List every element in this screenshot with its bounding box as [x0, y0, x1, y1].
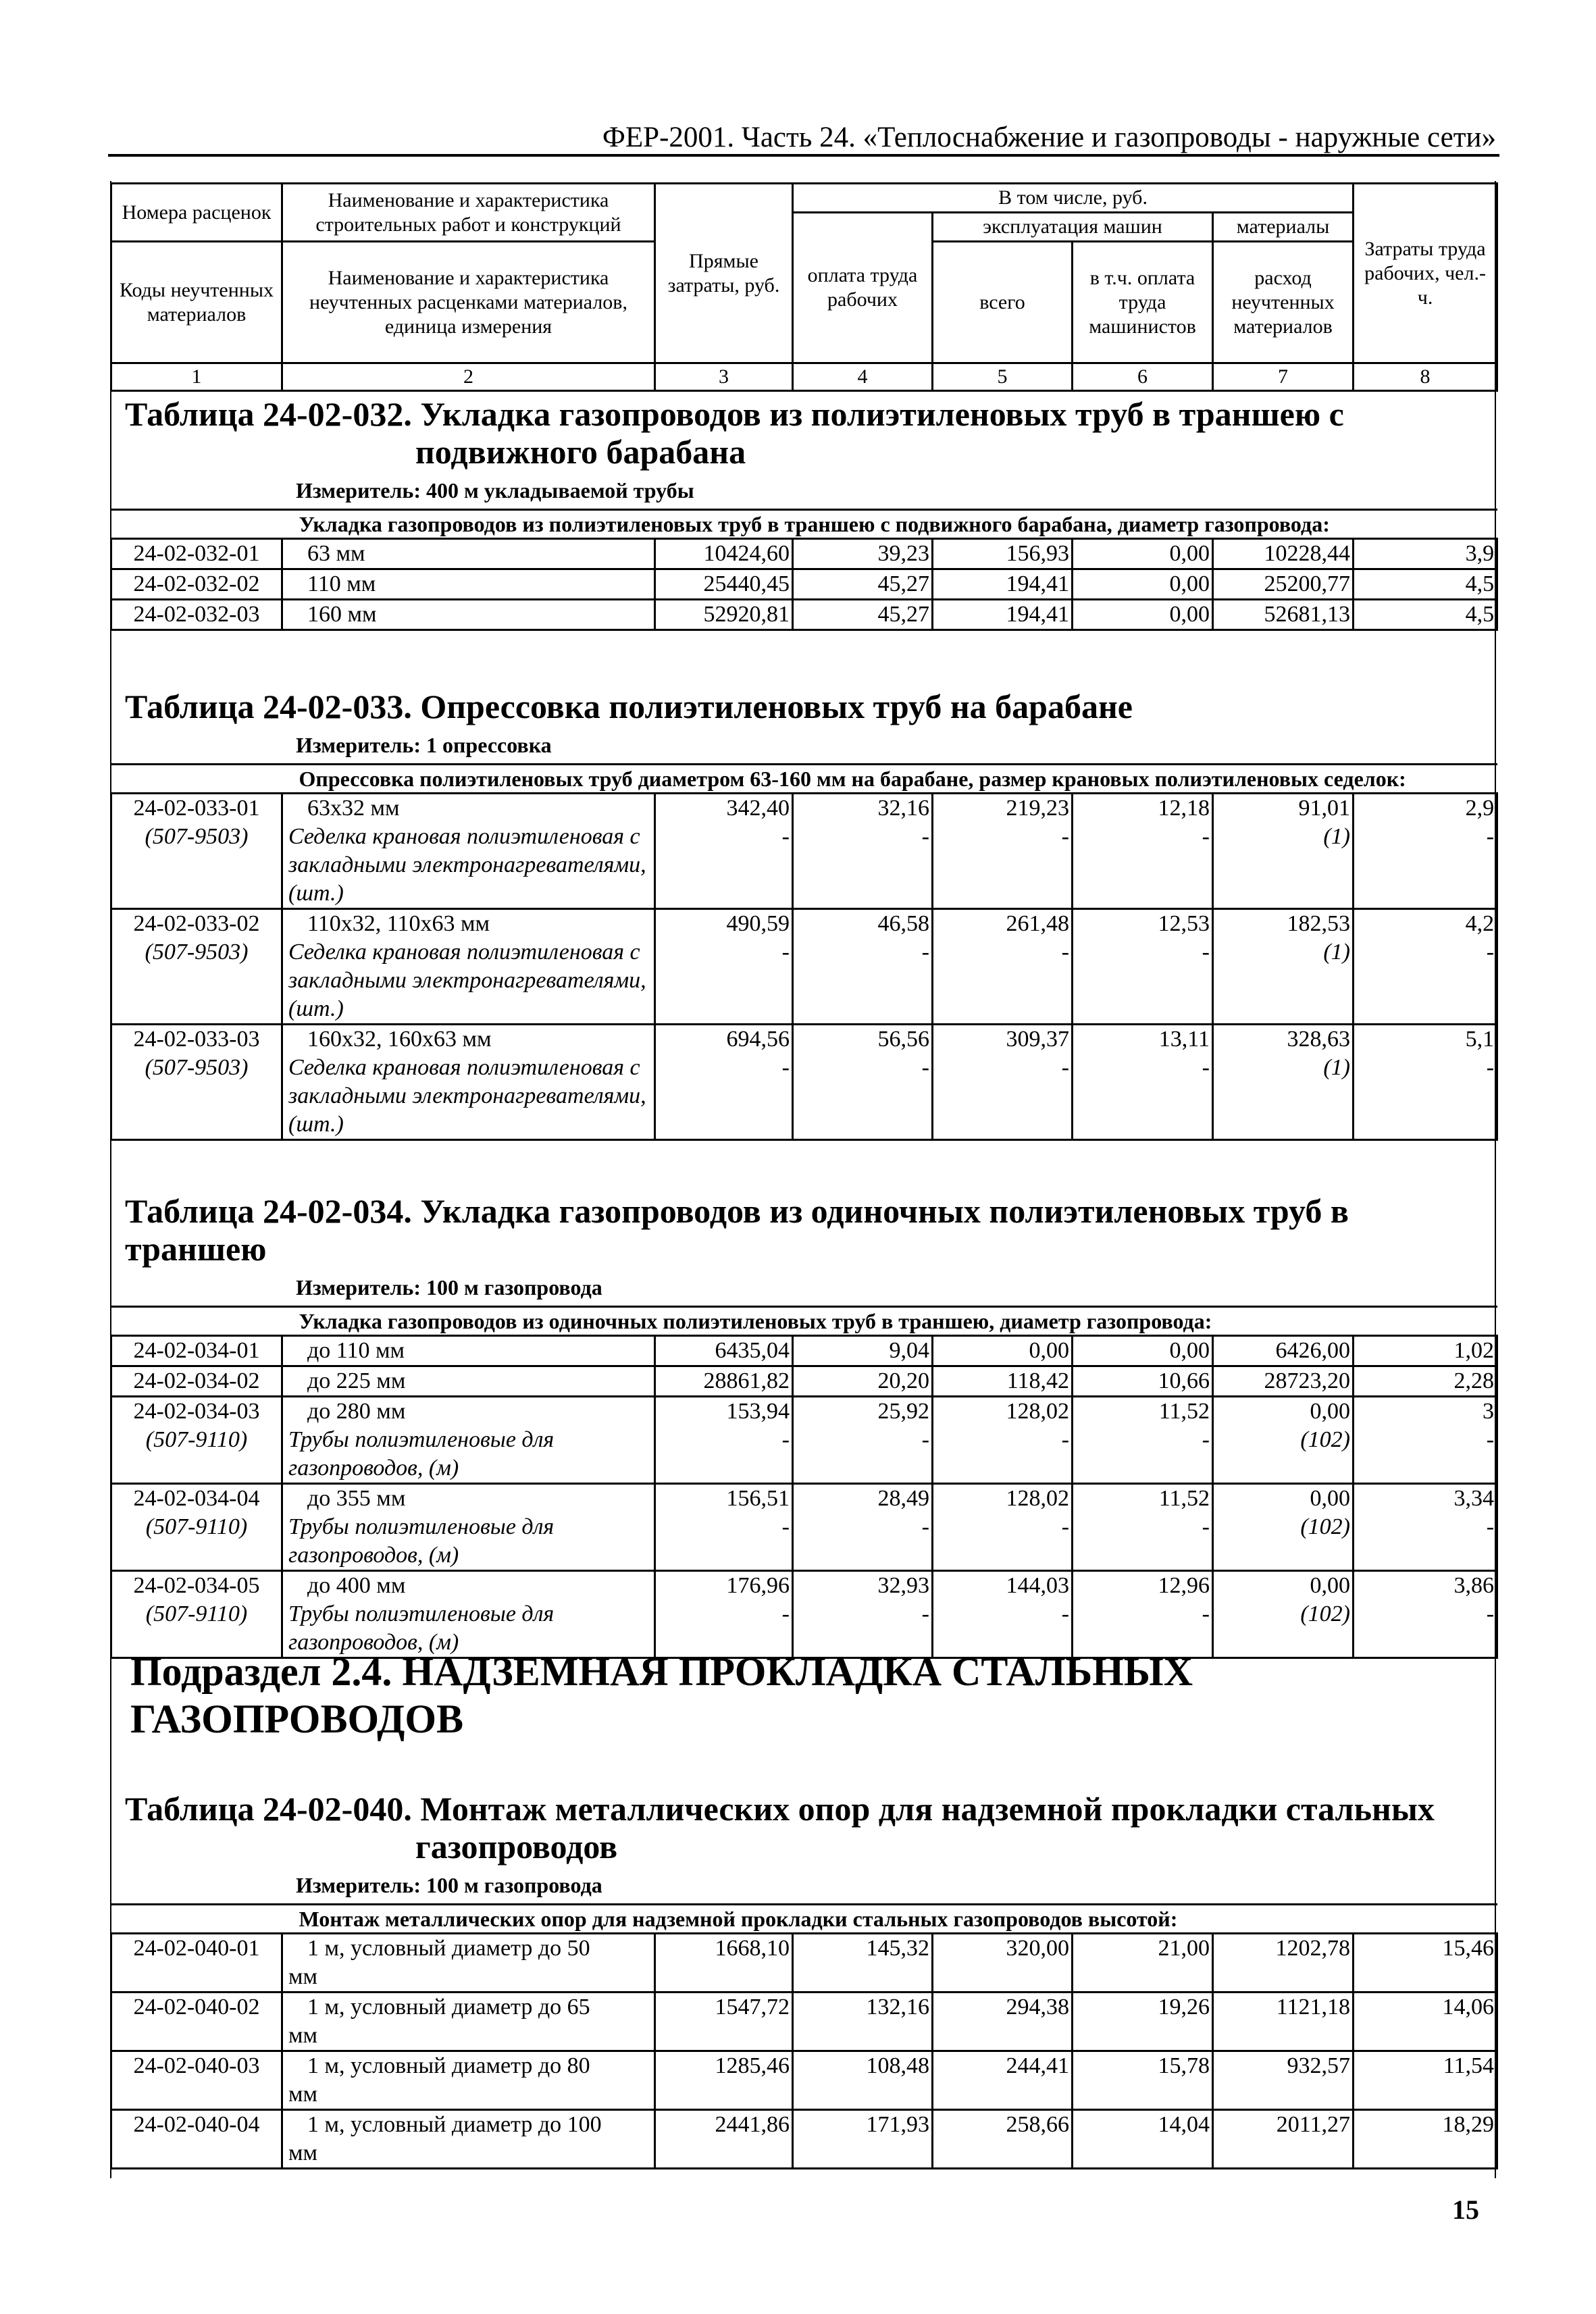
table-row: 24-02-034-03 (507-9110) до 280 мм Трубы полиэтиленовые для газопроводов, (м) 153,94 - 25,92 - 128,02 - 11,52 - 0,00 (102) 3 - [111, 1397, 1497, 1484]
header-materials: материалы [1213, 213, 1354, 242]
header-work-name: Наименование и характеристика строительных работ и конструкций [282, 184, 655, 242]
table-row: 24-02-034-04 (507-9110) до 355 мм Трубы полиэтиленовые для газопроводов, (м) 156,51 - 28,49 - 128,02 - 11,52 - 0,00 (102) 3,34 - [111, 1484, 1497, 1571]
table-row: 24-02-040-04 1 м, условный диаметр до 100 мм 2441,86 171,93 258,66 14,04 2011,27 18,29 [111, 2110, 1497, 2169]
header-worker-wages: оплата труда рабочих [793, 213, 933, 363]
col-number: 5 [933, 363, 1073, 391]
measure-unit: Измеритель: 1 опрессовка [296, 733, 552, 757]
col-number: 4 [793, 363, 933, 391]
table-24-02-034 [110, 1192, 1496, 1659]
col-number: 1 [111, 363, 282, 391]
table-row: 24-02-032-03 160 мм 52920,81 45,27 194,41 0,00 52681,13 4,5 [111, 600, 1497, 630]
table-row: 24-02-040-02 1 м, условный диаметр до 65 мм 1547,72 132,16 294,38 19,26 1121,18 14,06 [111, 1992, 1497, 2051]
header-machinist-wages: в т.ч. оплата труда машинистов [1073, 242, 1213, 363]
column-header-table [110, 182, 1498, 392]
table-24-02-040 [110, 1903, 1498, 2169]
table-24-02-032 [110, 395, 1496, 631]
table-title: Таблица 24-02-040. Монтаж металлических опор для надземной прокладки стальных газопроводов [125, 1790, 1435, 1866]
group-heading: Опрессовка полиэтиленовых труб диаметром 63-160 мм на барабане, размер крановых полиэтиленовых седелок: [111, 765, 1497, 794]
header-rule [108, 154, 1499, 157]
table-row: 24-02-032-02 110 мм 25440,45 45,27 194,41 0,00 25200,77 4,5 [111, 569, 1497, 600]
table-24-02-033 [110, 688, 1496, 1141]
table-title: Таблица 24-02-033. Опрессовка полиэтиленовых труб на барабане [125, 688, 1133, 725]
subsection-2-4 [110, 1648, 1496, 2169]
col-number: 3 [655, 363, 793, 391]
table-row: 24-02-034-05 (507-9110) до 400 мм Трубы полиэтиленовые для газопроводов, (м) 176,96 - 32,93 - 144,03 - 12,96 - 0,00 (102) 3,86 - [111, 1571, 1497, 1658]
table-row: 24-02-034-01 до 110 мм 6435,04 9,04 0,00 0,00 6426,00 1,02 [111, 1336, 1497, 1366]
table-row: 24-02-033-03 (507-9503) 160x32, 160x63 мм Седелка крановая полиэтиленовая с закладными электронагревателями, (шт.) 694,56 - 56,56 - 309,37 - 13,11 - 328,63 (1) 5,1 - [111, 1025, 1497, 1140]
measure-unit: Измеритель: 100 м газопровода [296, 1873, 602, 1897]
header-material-consumption: расход неучтенных материалов [1213, 242, 1354, 363]
table-row: 24-02-032-01 63 мм 10424,60 39,23 156,93 0,00 10228,44 3,9 [111, 539, 1497, 569]
subsection-heading: Подраздел 2.4. НАДЗЕМНАЯ ПРОКЛАДКА СТАЛЬНЫХ ГАЗОПРОВОДОВ [130, 1649, 1193, 1741]
table-row: 24-02-040-01 1 м, условный диаметр до 50 мм 1668,10 145,32 320,00 21,00 1202,78 15,46 [111, 1934, 1497, 1992]
table-row: 24-02-033-02 (507-9503) 110x32, 110x63 мм Седелка крановая полиэтиленовая с закладными электронагревателями, (шт.) 490,59 - 46,58 - 261,48 - 12,53 - 182,53 (1) 4,2 - [111, 909, 1497, 1025]
page-number: 15 [1452, 2194, 1479, 2225]
group-heading: Укладка газопроводов из одиночных полиэтиленовых труб в траншею, диаметр газопровода: [111, 1307, 1497, 1336]
table-title: Таблица 24-02-034. Укладка газопроводов из одиночных полиэтиленовых труб в траншею [125, 1192, 1349, 1268]
header-rate-numbers: Номера расценок [111, 184, 282, 242]
header-material-codes: Коды неучтенных материалов [111, 242, 282, 363]
group-heading: Монтаж металлических опор для надземной прокладки стальных газопроводов высотой: [111, 1905, 1497, 1934]
col-number: 8 [1354, 363, 1497, 391]
table-row: 24-02-034-02 до 225 мм 28861,82 20,20 118,42 10,66 28723,20 2,28 [111, 1366, 1497, 1397]
header-labor-hours: Затраты труда рабочих, чел.-ч. [1354, 184, 1497, 363]
group-heading: Укладка газопроводов из полиэтиленовых труб в траншею с подвижного барабана, диаметр газопровода: [111, 510, 1497, 539]
col-number: 2 [282, 363, 655, 391]
col-number: 7 [1213, 363, 1354, 391]
measure-unit: Измеритель: 400 м укладываемой трубы [296, 478, 694, 503]
measure-unit: Измеритель: 100 м газопровода [296, 1275, 602, 1300]
header-including: В том числе, руб. [793, 184, 1354, 213]
table-row: 24-02-033-01 (507-9503) 63x32 мм Седелка крановая полиэтиленовая с закладными электронагревателями, (шт.) 342,40 - 32,16 - 219,23 - 12,18 - 91,01 (1) 2,9 - [111, 794, 1497, 909]
header-machines-total: всего [933, 242, 1073, 363]
header-material-names: Наименование и характеристика неучтенных расценками материалов, единица измерения [282, 242, 655, 363]
table-title: Таблица 24-02-032. Укладка газопроводов из полиэтиленовых труб в траншею с подвижного барабана [125, 395, 1344, 471]
col-number: 6 [1073, 363, 1213, 391]
table-row: 24-02-040-03 1 м, условный диаметр до 80 мм 1285,46 108,48 244,41 15,78 932,57 11,54 [111, 2051, 1497, 2110]
header-direct-costs: Прямые затраты, руб. [655, 184, 793, 363]
running-head: ФЕР-2001. Часть 24. «Теплоснабжение и газопроводы - наружные сети» [602, 122, 1496, 153]
header-machine-operation: эксплуатация машин [933, 213, 1213, 242]
